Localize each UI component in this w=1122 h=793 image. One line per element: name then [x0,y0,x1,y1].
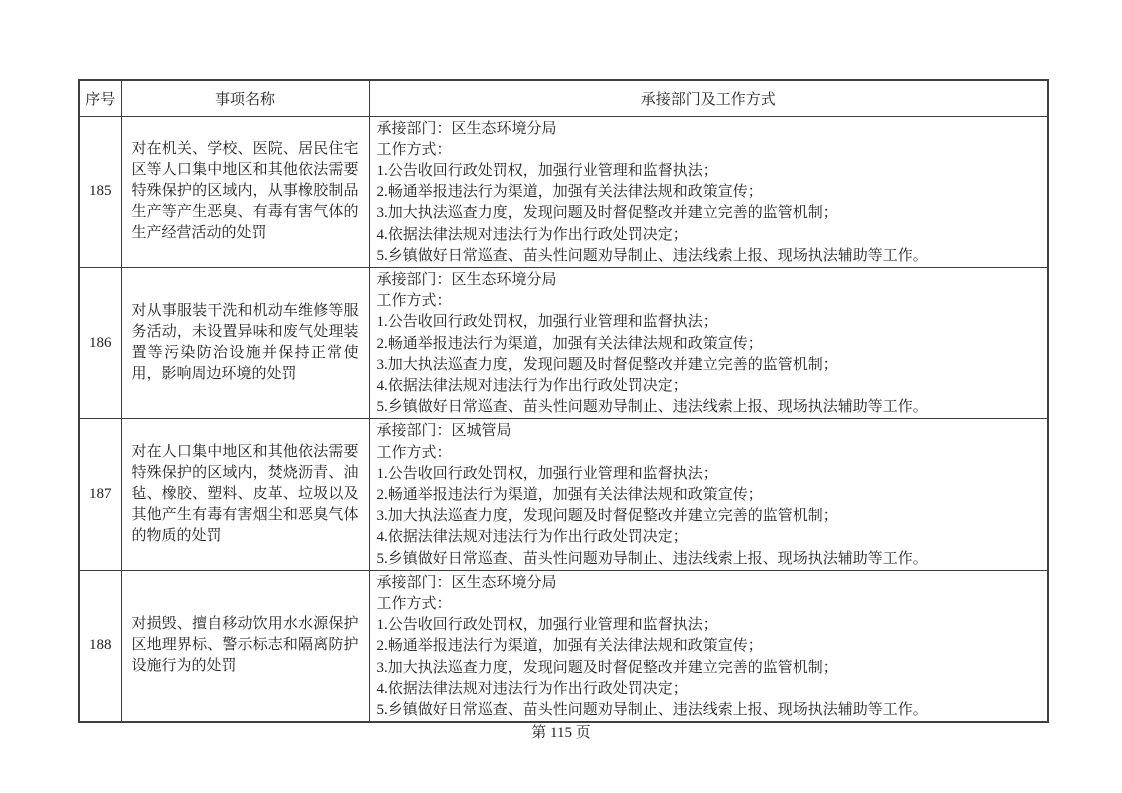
method-item: 2.畅通举报违法行为渠道，加强有关法律法规和政策宣传； [376,486,763,503]
row-item-name: 对损毁、擅自移动饮用水水源保护区地理界标、警示标志和隔离防护设施行为的处罚 [121,570,369,722]
method-item: 4.依据法律法规对违法行为作出行政处罚决定； [376,377,688,394]
header-item-name: 事项名称 [121,80,369,116]
department-label: 承接部门： [376,574,452,591]
row-department-method [369,570,1048,722]
row-department-method [369,267,1048,418]
department-value: 区城管局 [451,423,512,440]
table-header-row [79,80,1048,116]
header-department-method: 承接部门及工作方式 [369,80,1048,116]
method-label: 工作方式： [376,444,452,461]
department-value: 区生态环境分局 [451,120,557,137]
row-item-name: 对在机关、学校、医院、居民住宅区等人口集中地区和其他依法需要特殊保护的区域内，从事橡胶制品生产等产生恶臭、有毒有害气体的生产经营活动的处罚 [121,116,369,267]
department-value: 区生态环境分局 [451,271,557,288]
row-serial-number: 185 [79,116,121,267]
method-item: 5.乡镇做好日常巡查、苗头性问题劝导制止、违法线索上报、现场执法辅助等工作。 [376,247,928,264]
method-item: 1.公告收回行政处罚权，加强行业管理和监督执法； [376,314,718,331]
method-item: 2.畅通举报违法行为渠道，加强有关法律法规和政策宣传； [376,184,763,201]
method-item: 4.依据法律法规对违法行为作出行政处罚决定； [376,680,688,697]
method-item: 1.公告收回行政处罚权，加强行业管理和监督执法； [376,162,718,179]
method-label: 工作方式： [376,595,452,612]
method-label: 工作方式： [376,293,452,310]
department-label: 承接部门： [376,120,452,137]
method-item: 2.畅通举报违法行为渠道，加强有关法律法规和政策宣传； [376,335,763,352]
department-line [377,270,1040,291]
page-number: 第 115 页 [531,725,591,741]
method-item: 1.公告收回行政处罚权，加强行业管理和监督执法； [376,465,718,482]
method-item: 2.畅通举报违法行为渠道，加强有关法律法规和政策宣传； [376,638,763,655]
table-row [79,570,1048,722]
method-item: 5.乡镇做好日常巡查、苗头性问题劝导制止、违法线索上报、现场执法辅助等工作。 [376,550,928,567]
table-row [79,267,1048,418]
method-label: 工作方式： [376,141,452,158]
method-item: 3.加大执法巡查力度，发现问题及时督促整改并建立完善的监管机制； [376,205,838,222]
method-item: 5.乡镇做好日常巡查、苗头性问题劝导制止、违法线索上报、现场执法辅助等工作。 [376,701,928,718]
department-line [377,421,1040,442]
department-label: 承接部门： [376,271,452,288]
method-item: 3.加大执法巡查力度，发现问题及时督促整改并建立完善的监管机制； [376,659,838,676]
items-table [78,79,1049,723]
method-item: 3.加大执法巡查力度，发现问题及时督促整改并建立完善的监管机制； [376,508,838,525]
row-item-name: 对在人口集中地区和其他依法需要特殊保护的区域内，焚烧沥青、油毡、橡胶、塑料、皮革、垃圾以及其他产生有毒有害烟尘和恶臭气体的物质的处罚 [121,419,369,570]
row-department-method [369,419,1048,570]
method-item: 3.加大执法巡查力度，发现问题及时督促整改并建立完善的监管机制； [376,356,838,373]
table-row [79,116,1048,267]
method-item: 4.依据法律法规对违法行为作出行政处罚决定； [376,226,688,243]
row-department-method [369,116,1048,267]
department-label: 承接部门： [376,423,452,440]
row-serial-number: 187 [79,419,121,570]
row-serial-number: 186 [79,267,121,418]
department-value: 区生态环境分局 [451,574,557,591]
method-item: 1.公告收回行政处罚权，加强行业管理和监督执法； [376,617,718,634]
method-item: 4.依据法律法规对违法行为作出行政处罚决定； [376,529,688,546]
method-item: 5.乡镇做好日常巡查、苗头性问题劝导制止、违法线索上报、现场执法辅助等工作。 [376,399,928,416]
department-line [377,573,1040,594]
row-serial-number: 188 [79,570,121,722]
table-row [79,419,1048,570]
row-item-name: 对从事服装干洗和机动车维修等服务活动，未设置异味和废气处理装置等污染防治设施并保持正常使用，影响周边环境的处罚 [121,267,369,418]
department-line [377,119,1040,140]
header-serial-number: 序号 [79,80,121,116]
